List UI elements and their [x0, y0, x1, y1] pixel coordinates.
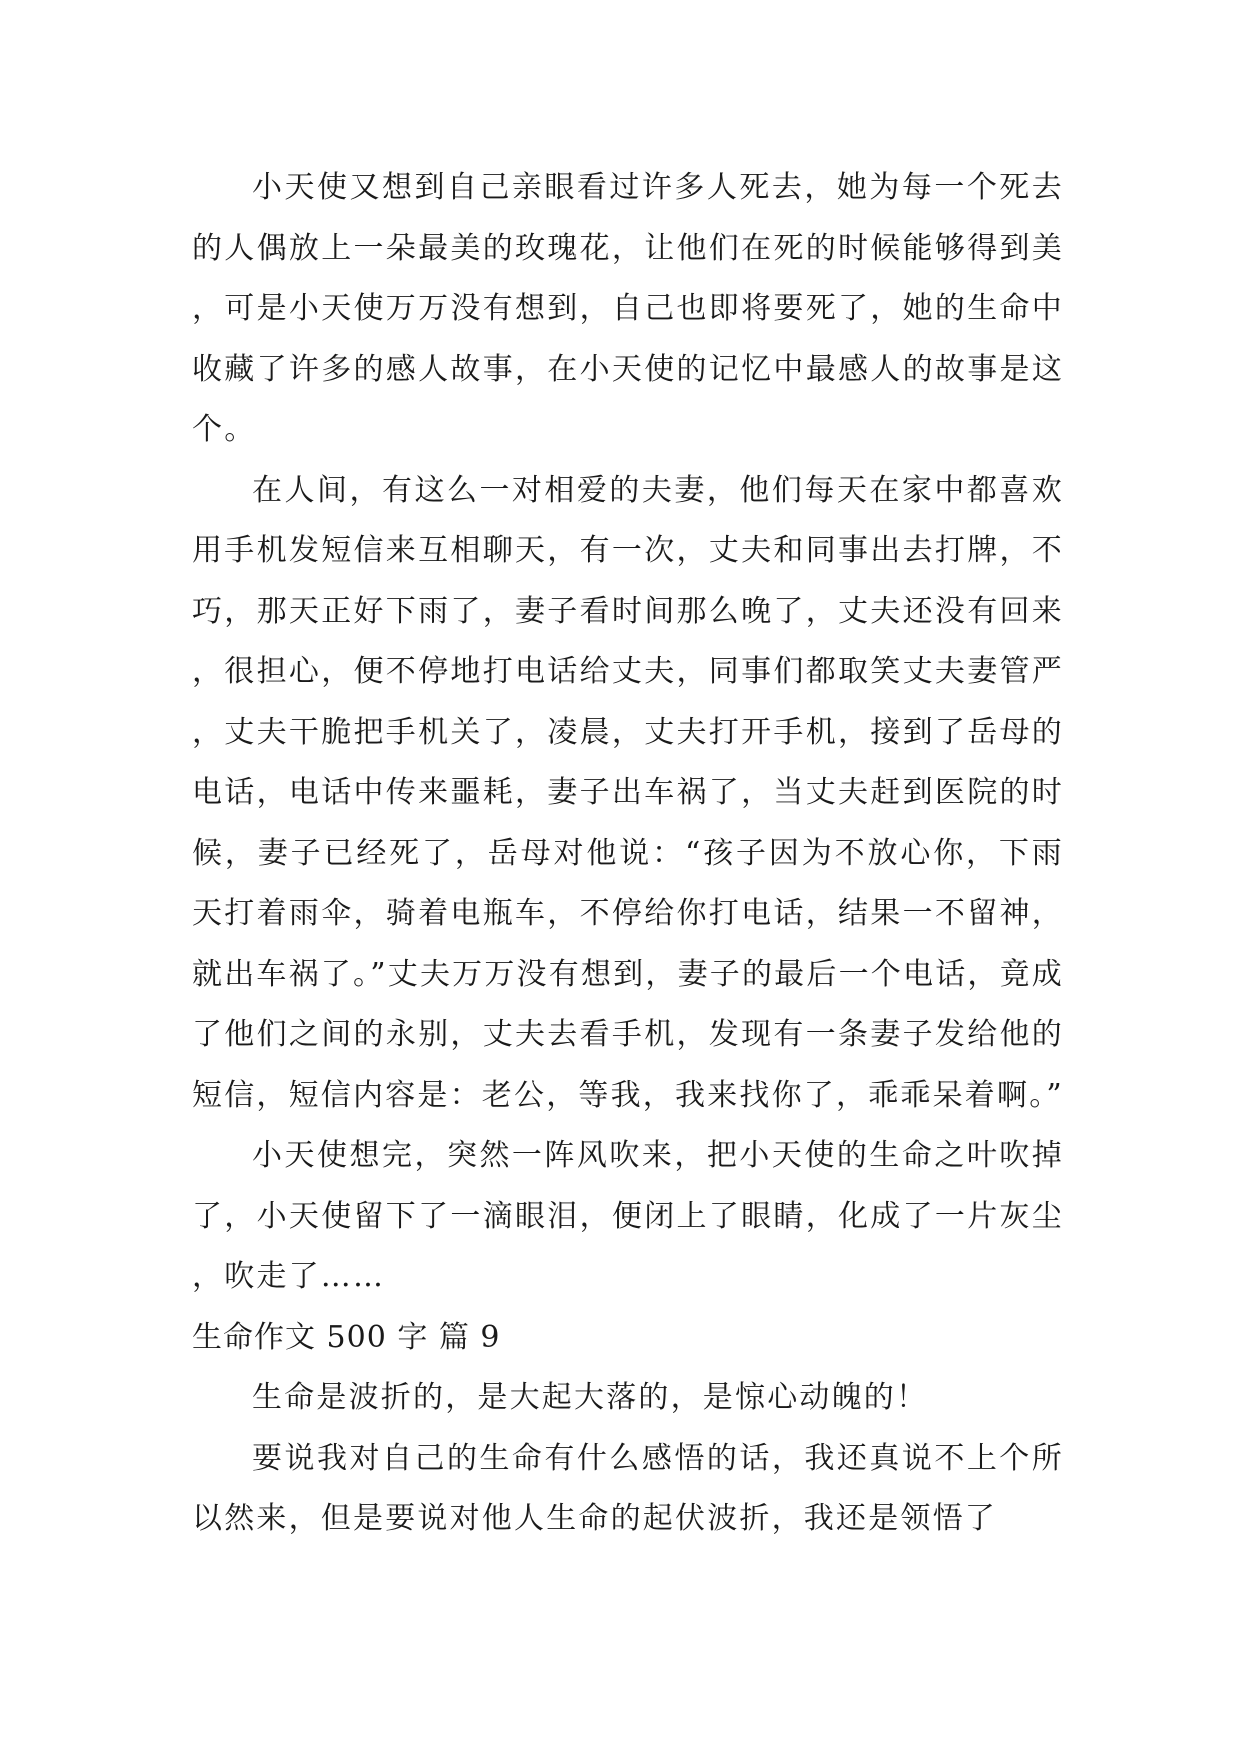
paragraph-life-ups-downs: 生命是波折的，是大起大落的，是惊心动魄的！: [252, 1380, 929, 1415]
section-heading: 生命作文 500 字 篇 9: [192, 1319, 501, 1355]
paragraph-life-reflection: 要说我对自己的生命有什么感悟的话，我还真说不上个所以然来，但是要说对他人生命的起伏波折，我还是领悟了: [192, 1440, 1064, 1536]
document-body: [192, 158, 1064, 1550]
paragraph-couple-story: 在人间，有这么一对相爱的夫妻，他们每天在家中都喜欢用手机发短信来互相聊天，有一次，丈夫和同事出去打牌，不巧，那天正好下雨了，妻子看时间那么晚了，丈夫还没有回来，很担心，便不停地打电话给丈夫，同事们都取笑丈夫妻管严，丈夫干脆把手机关了，凌晨，丈夫打开手机，接到了岳母的电话，电话中传来噩耗，妻子出车祸了，当丈夫赶到医院的时候，妻子已经死了，岳母对他说：“孩子因为不放心你，下雨天打着雨伞，骑着电瓶车，不停给你打电话，结果一不留神，就出车祸了。”丈夫万万没有想到，妻子的最后一个电话，竟成了他们之间的永别，丈夫去看手机，发现有一条妻子发给他的短信，短信内容是：老公，等我，我来找你了，乖乖呆着啊。”: [192, 472, 1064, 1113]
paragraph-angel-ending: 小天使想完，突然一阵风吹来，把小天使的生命之叶吹掉了，小天使留下了一滴眼泪，便闭上了眼睛，化成了一片灰尘，吹走了……: [192, 1138, 1064, 1294]
paragraph-angel-memories: 小天使又想到自己亲眼看过许多人死去，她为每一个死去的人偶放上一朵最美的玫瑰花，让他们在死的时候能够得到美，可是小天使万万没有想到，自己也即将要死了，她的生命中收藏了许多的感人故事，在小天使的记忆中最感人的故事是这个。: [192, 170, 1064, 447]
